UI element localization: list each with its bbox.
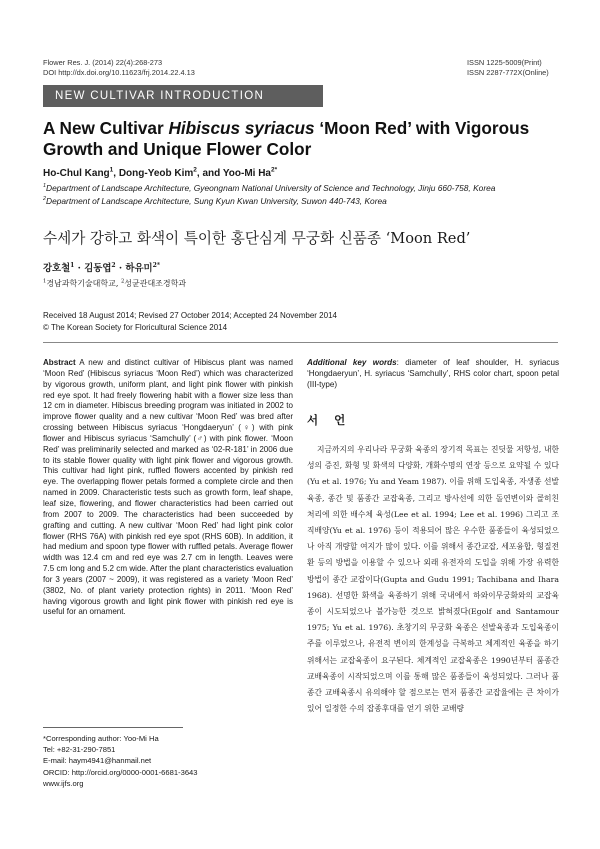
affiliation-1-text: Department of Landscape Architecture, Gyeongnam National University of Science and Technology, Jinju 660-758, Korea [46, 183, 496, 193]
title-species: Hibiscus syriacus [168, 118, 315, 138]
section-heading: 서 언 [307, 413, 352, 427]
author-2: , Dong-Yeob Kim [113, 168, 194, 179]
phone-number: Tel: +82-31-290-7851 [43, 745, 116, 755]
abstract-label: Abstract [43, 358, 76, 367]
korean-author-2-mark: 2 [111, 261, 116, 269]
korean-author-1-mark: 1 [70, 261, 75, 269]
journal-website[interactable]: www.ijfs.org [43, 778, 84, 788]
divider-line [43, 342, 558, 343]
abstract [43, 358, 293, 680]
keywords-label: Additional key words [307, 358, 397, 367]
author-1: Ho-Chul Kang [43, 168, 110, 179]
keywords [307, 358, 559, 391]
introduction-text: 지금까지의 우리나라 무궁화 육종의 장기적 목표는 진딧물 저항성, 내한성의 증진, 화형 및 화색의 다양화, 개화수명의 연장 등으로 요약될 수 있다(Yu et al. 1976; Yu and Yeam 1987). 이를 위해 도입육종, 자생종 선발육종, 종간 및 품종간 교잡육종, 그리고 방사선에 의한 돌연변이와 콜히친 처리에 의한 배수체 육성(Lee et al. 1994; Lee et al. 1996) 그리고 조직배양(Yu et al. 1976) 등이 적용되어 많은 우수한 품종들이 육성되었으나 아직 개량할 여지가 많이 있다. 이를 위해서 종간교잡, 세포융합, 형질전환 등의 방법을 이용할 수 있으나 외래 유전자의 도입을 위해 가장 유력한 방법이 종간 교잡이다(Gupta and Gudu 1991; Tachibana and Ihara 1968). 선명한 화색을 육종하기 위해 국내에서 하와이무궁화와의 교잡육종이 시도되었으나 불가능한 것으로 밝혀졌다(Egolf and Santamour 1975; Yu et al. 1976). 초창기의 무궁화 육종은 선발육종과 도입육종이 주를 이루었으나, 유전적 변이의 한계성을 극복하고 체계적인 육종을 하기 위해서는 교잡육종이 요구된다. 체계적인 교잡육종은 1990년부터 품종간 교배육종이 시작되었으며 이를 통해 많은 품종들이 육성되었다. 그러나 품종간 교배육종시 유의해야 할 점으로는 먼저 품종간 교잡율에는 큰 차이가 있어 일정한 수의 잡종후대를 얻기 위한 교배량 [307, 445, 559, 714]
correspondence-block [43, 733, 198, 789]
author-list [43, 168, 277, 179]
section-banner: NEW CULTIVAR INTRODUCTION [43, 85, 323, 107]
corresponding-author: *Corresponding author: Yoo-Mi Ha [43, 734, 159, 743]
title-part1: A New Cultivar [43, 118, 169, 138]
title-part2: ‘Moon Red’ with Vigorous Growth and Unique Flower Color [43, 118, 530, 159]
abstract-text: A new and distinct cultivar of Hibiscus plant was named ‘Moon Red’ (Hibiscus syriacus ‘Moon Red’) which was characterized by vigorous growth, uniform plant, and light pink flower with pinkish red eye spot. It had freely flowering habit with a flower size less than 12 cm in diameter. Hibiscus breeding program was initiated in 2002 to improve flower quality and a new cultivar ‘Moon Red’ was bred after crossing between Hibiscus syriacus ‘Hongdaeryun’ (♀) with pink flower and Hibiscus syriacus ‘Samchully’ (♂) with pink flower. ‘Moon Red’ was preliminarily selected and marked as ‘02-R-181’ in 2006 due to its stable flower quality with light pink flower and vigorous growth. This cultivar had light pink, ruffled flowers accented by pinkish red eye. The overlapping flower petals formed a complete circle and then named in 2009. Characteristic tests such as growth form, leaf shape, leaf size, flowering, and flower characteristics had been carried out from 2007 to 2009. The characteristics had been succeeded by grafting and cutting. A new cultivar ‘Moon Red’ had light pink color flower (RHS 76A) with pinkish red eye spot (RHS 60B). In addition, it had medium and spoon type flower with ruffled petals. Average flower width was 12.4 cm and red eye was 2.7 cm in length. Leaves were 7.5 cm long and 5.2 cm wide. After the plant characteristics evaluation for 3 years (2007 ~ 2009), it was registered as a variety ‘Moon Red’ (3802, No. of plant variety protection rights) in 2011. ‘Moon Red’ having vigorous growth and light pink flower with pinkish red eye is useful for an ornament. [43, 358, 293, 617]
paper-title [43, 118, 563, 160]
email-address[interactable]: E-mail: haym4941@hanmail.net [43, 756, 152, 766]
author-3: , and Yoo-Mi Ha [196, 168, 271, 179]
korean-author-3-mark: 2* [152, 261, 161, 269]
article-history [43, 310, 337, 333]
affiliation-2: $^2$Department of Landscape Architecture, Sung Kyun Kwan University, Suwon 440-743, Korea [43, 196, 387, 206]
orcid-link[interactable]: ORCID: http://orcid.org/0000-0001-6681-3643 [43, 767, 198, 777]
korean-author-3: · 하유미 [115, 263, 153, 274]
footnote-divider [43, 727, 183, 728]
affiliation-1: $^1$Department of Landscape Architecture, Gyeongnam National University of Science and Technology, Jinju 660-758, Korea [43, 183, 496, 193]
korean-author-list [43, 260, 160, 274]
journal-citation: Flower Res. J. (2014) 22(4):268-273 [43, 58, 163, 67]
korean-author-1: 강호철 [43, 263, 71, 274]
korean-title: 수세가 강하고 화색이 특이한 홍단심계 무궁화 신품종 ‘Moon Red’ [43, 230, 471, 247]
korean-affiliation-1: 경남과학기술대학교, [46, 279, 121, 288]
issn-online: ISSN 2287-772X(Online) [467, 68, 549, 77]
doi-link[interactable]: DOI http://dx.doi.org/10.11623/frj.2014.22.4.13 [43, 68, 195, 77]
korean-author-2: · 김동엽 [74, 263, 112, 274]
author-3-mark: 2* [270, 166, 278, 174]
korean-affiliation-2: 성균관대조경학과 [124, 279, 187, 288]
korean-affiliations: $^1$경남과학기술대학교, $^2$성균관대조경학과 [43, 278, 187, 288]
issn-print: ISSN 1225-5009(Print) [467, 58, 542, 67]
copyright-line: © The Korean Society for Floricultural Science 2014 [43, 322, 228, 332]
submission-dates: Received 18 August 2014; Revised 27 October 2014; Accepted 24 November 2014 [43, 311, 337, 320]
author-2-mark: 2 [193, 166, 197, 174]
affiliation-2-text: Department of Landscape Architecture, Sung Kyun Kwan University, Suwon 440-743, Korea [46, 196, 387, 206]
keywords-text: : diameter of leaf shoulder, H. syriacus ‘Hongdaeryun’, H. syriacus ‘Samchully’, RHS color chart, spoon petal (III-type) [307, 358, 559, 389]
author-1-mark: 1 [109, 166, 114, 174]
